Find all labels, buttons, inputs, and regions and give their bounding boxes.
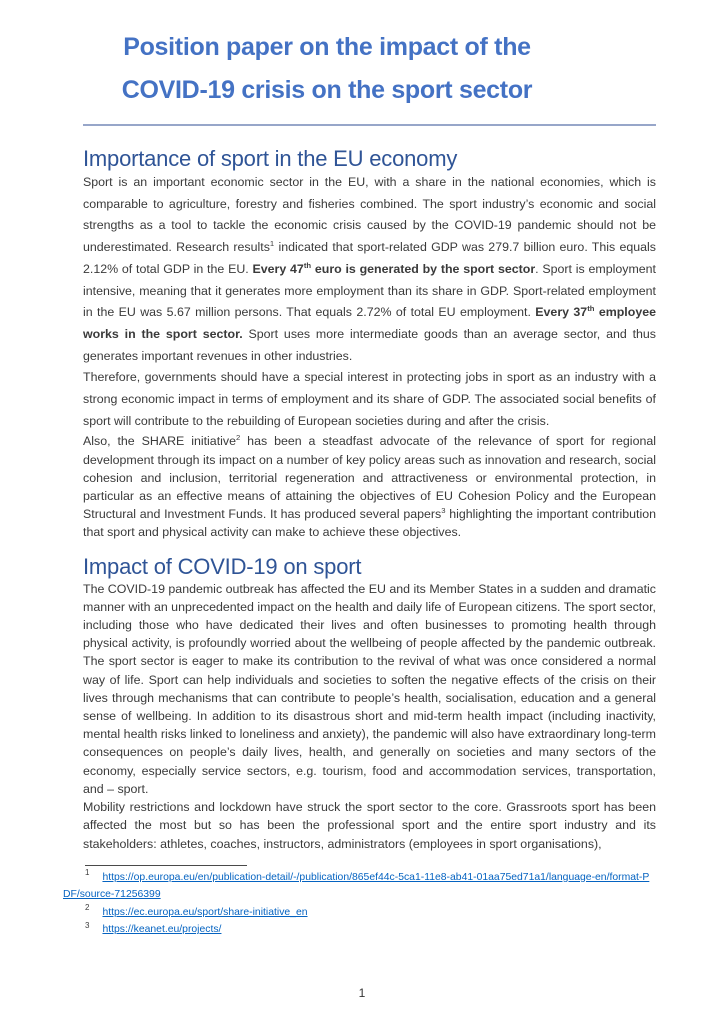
text-run: Every 37	[535, 305, 588, 320]
footnote-link-3[interactable]: https://keanet.eu/projects/	[102, 924, 222, 936]
document-title	[83, 26, 571, 112]
footnote-ref: 1	[269, 238, 275, 248]
section-eu-economy	[83, 145, 656, 542]
footnote-separator	[85, 865, 247, 866]
title-divider	[83, 124, 656, 126]
page-number: 1	[358, 986, 366, 1000]
paragraph-mobility-restrictions	[83, 798, 656, 853]
text-run: Every 47	[252, 261, 304, 276]
paragraph-sport-economy	[83, 172, 656, 367]
text-run: Sport uses more intermediate goods than an average sector, and thus generates important revenues in other industries.	[83, 326, 656, 363]
text-run: euro is generated by the sport sector	[311, 261, 536, 276]
footnote-ref: 3	[441, 506, 446, 516]
footnote-ref: th	[587, 304, 595, 314]
footnote-marker-2: 2	[85, 903, 90, 913]
footnote-2	[63, 904, 656, 922]
footnote-ref: th	[303, 260, 312, 270]
title-line-2: COVID-19 crisis on the sport sector	[121, 76, 533, 104]
title-line-1: Position paper on the impact of the	[123, 33, 531, 61]
text-run: . Sport is employment intensive, meaning that it generates more employment than its share in GDP. Sport-related employment in the EU was 5.67 million persons. That equals 2.72% of total EU employment.	[83, 261, 656, 320]
text-run: indicated that sport-related GDP was 279.7 billion euro. This equals 2.12% of total GDP in the EU.	[83, 240, 656, 276]
text-run: has been a steadfast advocate of the relevance of sport for regional development through its impact on a number of key policy areas such as innovation and research, social cohesion and inclusion, territorial regeneration and attractiveness or environmental protection, in particular as an effective means of attaining the objectives of EU Cohesion Policy and the European Structural and Investment Funds. It has produced several papers	[83, 434, 656, 522]
text-run: highlighting the important contribution that sport and physical activity can make to achieve these objectives.	[83, 507, 656, 540]
text-run: The COVID-19 pandemic outbreak has affected the EU and its Member States in a sudden and dramatic manner with an unprecedented impact on the health and daily life of European citizens. The sport sector, including those who have dedicated their lives and often businesses to promoting health through physical activity, is profoundly worried about the wellbeing of people affected by the pandemic outbreak. The sport sector is eager to make its contribution to the revival of what was once considered a normal way of life. Sport can help individuals and societies to soften the negative effects of the crisis on their lives through mechanisms that can contribute to people’s health, socialisation, education and a general sense of wellbeing. In addition to its disastrous short and mid-term health impact (including inactivity, mental health risks linked to loneliness and anxiety), the pandemic will also have extraordinary long-term consequences on people’s daily lives, health, and generally on societies and many sectors of the economy, especially service sectors, e.g. tourism, food and accommodation services, transportation, and – sport.	[83, 581, 656, 796]
text-run: Therefore, governments should have a special interest in protecting jobs in sport as an industry with a strong economic impact in terms of employment and its share of GDP. The associated social benefits of sport will contribute to the rebuilding of European societies during and after the crisis.	[83, 370, 656, 428]
footnotes-area	[63, 865, 656, 939]
text-run: Also, the SHARE initiative	[83, 434, 236, 449]
text-run: employee works in the sport sector.	[83, 305, 656, 341]
footnote-3	[63, 921, 656, 939]
paragraph-pandemic-outbreak	[83, 580, 656, 798]
footnote-link-2[interactable]: https://ec.europa.eu/sport/share-initiative_en	[102, 906, 308, 918]
section-heading-covid-impact: Impact of COVID-19 on sport	[83, 553, 362, 579]
text-run: Sport is an important economic sector in the EU, with a share in the national economies, which is comparable to agriculture, forestry and fisheries combined. The sport industry’s economic and social strengths as a tool to tackle the economic crisis caused by the COVID-19 pandemic should not be underestimated. Research results	[83, 175, 656, 255]
text-run: Mobility restrictions and lockdown have struck the sport sector to the core. Grassroots sport has been affected the most but so has been the professional sport and the entire sport industry and its stakeholders: athletes, coaches, instructors, administrators (employees in sport organisations),	[83, 800, 656, 851]
footnote-marker-3: 3	[85, 921, 90, 931]
footnote-marker-1: 1	[85, 868, 90, 878]
footnote-ref: 2	[235, 433, 241, 443]
paragraph-share-initiative	[83, 432, 656, 541]
section-heading-eu-economy: Importance of sport in the EU economy	[83, 146, 458, 171]
footnote-1	[63, 869, 656, 904]
footnote-link-1[interactable]: https://op.europa.eu/en/publication-detail/-/publication/865ef44c-5ca1-11e8-ab41-01aa75ed71a1/language-en/format-PDF/source-71256399	[63, 871, 650, 901]
paragraph-governments	[83, 367, 656, 432]
section-covid-impact	[83, 553, 656, 853]
